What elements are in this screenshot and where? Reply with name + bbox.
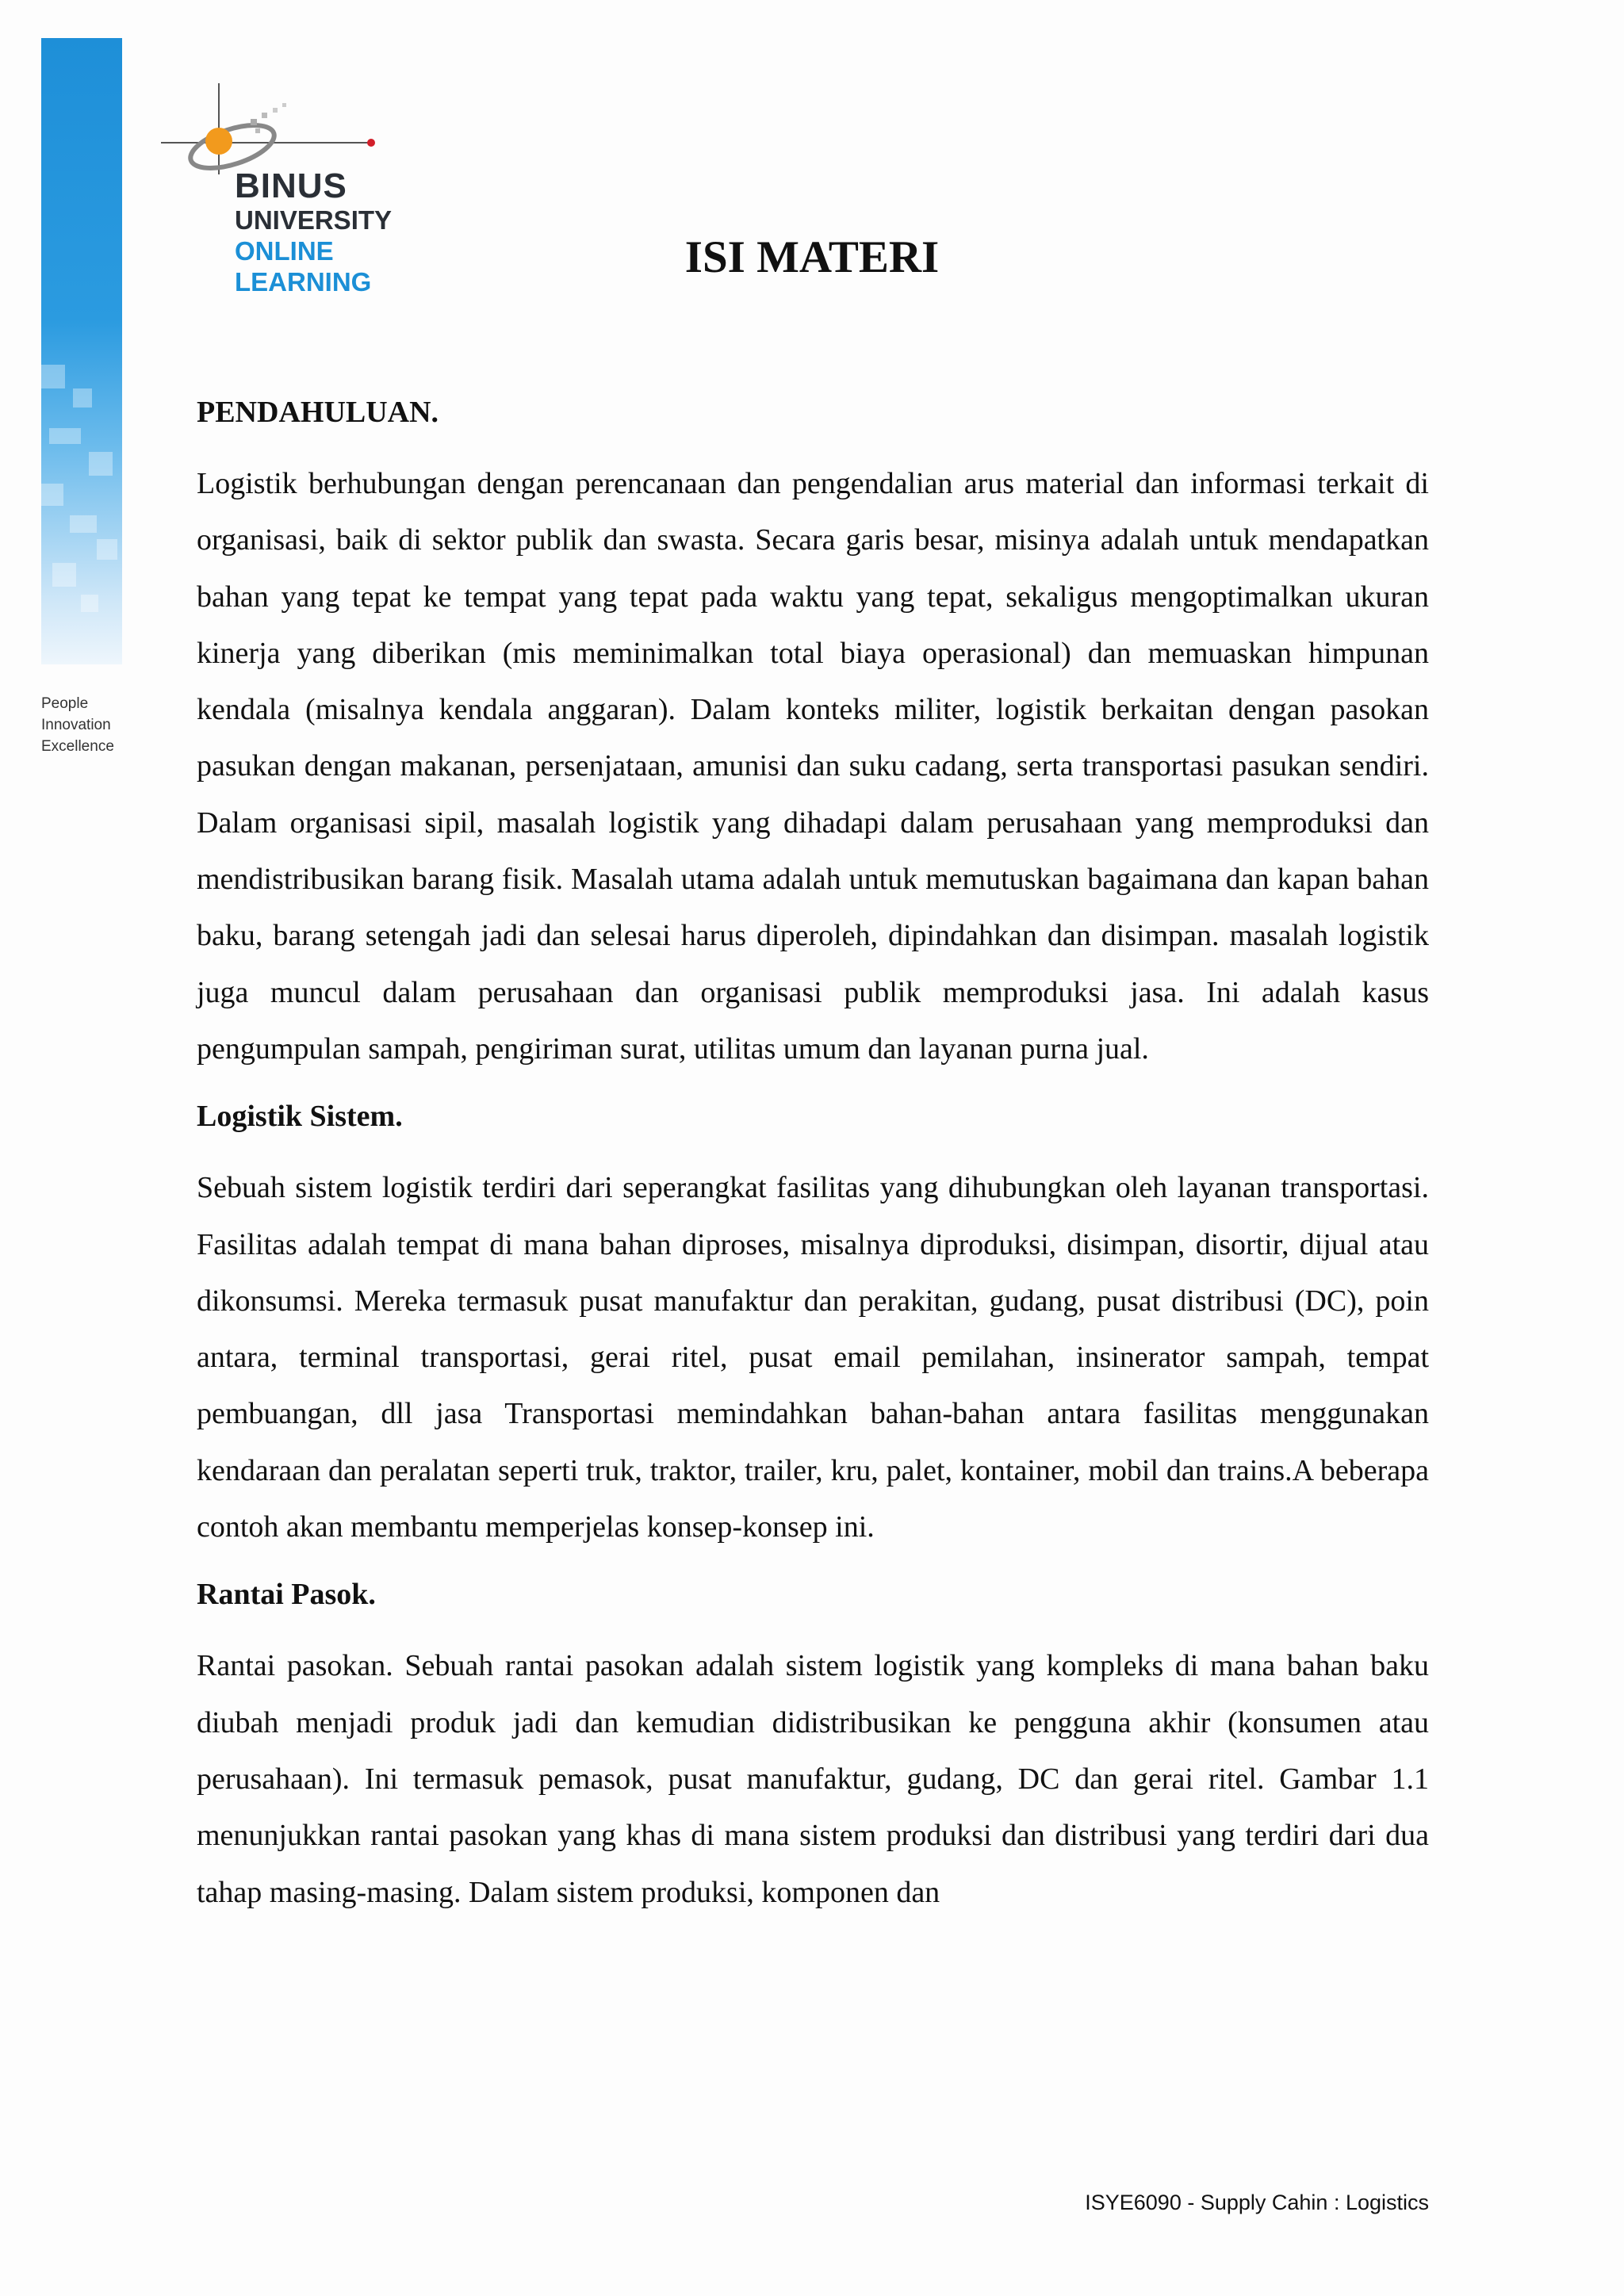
page-title-text: ISI MATERI	[684, 232, 940, 282]
paragraph-logistik-sistem: Sebuah sistem logistik terdiri dari seperangkat fasilitas yang dihubungkan oleh layanan transportasi. Fasilitas adalah tempat di mana bahan diproses, misalnya diproduksi, disimpan, disortir, dijual atau dikonsumsi. Mereka termasuk pusat manufaktur dan perakitan, gudang, pusat distribusi (DC), poin antara, terminal transportasi, gerai ritel, pusat email pemilahan, insinerator sampah, tempat pembuangan, dll jasa Transportasi memindahkan bahan-bahan antara fasilitas menggunakan kendaraan dan peralatan seperti truk, traktor, trailer, kru, palet, kontainer, mobil dan trains.A beberapa contoh akan membantu memperjelas konsep-konsep ini.	[197, 1171, 1429, 1544]
section-heading-logistik-sistem: Logistik Sistem.	[197, 1100, 403, 1134]
page-title	[0, 232, 1624, 283]
tagline	[41, 693, 114, 757]
paragraph-pendahuluan: Logistik berhubungan dengan perencanaan dan pengendalian arus material dan informasi terkait di organisasi, baik di sektor publik dan swasta. Secara garis besar, misinya adalah untuk mendapatkan bahan yang tepat ke tempat yang tepat pada waktu yang tepat, sekaligus mengoptimalkan ukuran kinerja yang diberikan (mis meminimalkan total biaya operasional) dan memuaskan himpunan kendala (misalnya kendala anggaran). Dalam konteks militer, logistik berkaitan dengan pasokan pasukan dengan makanan, persenjataan, amunisi dan suku cadang, serta transportasi pasukan sendiri. Dalam organisasi sipil, masalah logistik yang dihadapi dalam perusahaan yang memproduksi dan mendistribusikan barang fisik. Masalah utama adalah untuk memutuskan bagaimana dan kapan bahan baku, barang setengah jadi dan selesai harus diperoleh, dipindahkan dan disimpan. masalah logistik juga muncul dalam perusahaan dan organisasi publik memproduksi jasa. Ini adalah kasus pengumpulan sampah, pengiriman surat, utilitas umum dan layanan purna jual.	[197, 467, 1429, 1066]
tagline-line-3: Excellence	[41, 738, 114, 755]
document-body	[197, 392, 1429, 1921]
logo-university: UNIVERSITY	[235, 205, 393, 235]
logo-learning: LEARNING	[235, 267, 372, 297]
section-heading-pendahuluan: PENDAHULUAN.	[197, 396, 439, 429]
page-footer: ISYE6090 - Supply Cahin : Logistics	[1085, 2191, 1429, 2214]
tagline-line-1: People	[41, 695, 89, 712]
logo-binus: BINUS	[235, 166, 347, 205]
logo-online: ONLINE	[235, 236, 334, 266]
logo-orbit-icon	[157, 79, 395, 174]
section-heading-rantai-pasok: Rantai Pasok.	[197, 1578, 376, 1612]
paragraph-rantai-pasok: Rantai pasokan. Sebuah rantai pasokan adalah sistem logistik yang kompleks di mana bahan baku diubah menjadi produk jadi dan kemudian didistribusikan ke pengguna akhir (konsumen atau perusahaan). Ini termasuk pemasok, pusat manufaktur, gudang, DC dan gerai ritel. Gambar 1.1 menunjukkan rantai pasokan yang khas di mana sistem produksi dan distribusi yang terdiri dari dua tahap masing-masing. Dalam sistem produksi, komponen dan	[197, 1649, 1429, 1909]
tagline-line-2: Innovation	[41, 717, 111, 733]
side-pixel-pattern	[41, 349, 122, 666]
